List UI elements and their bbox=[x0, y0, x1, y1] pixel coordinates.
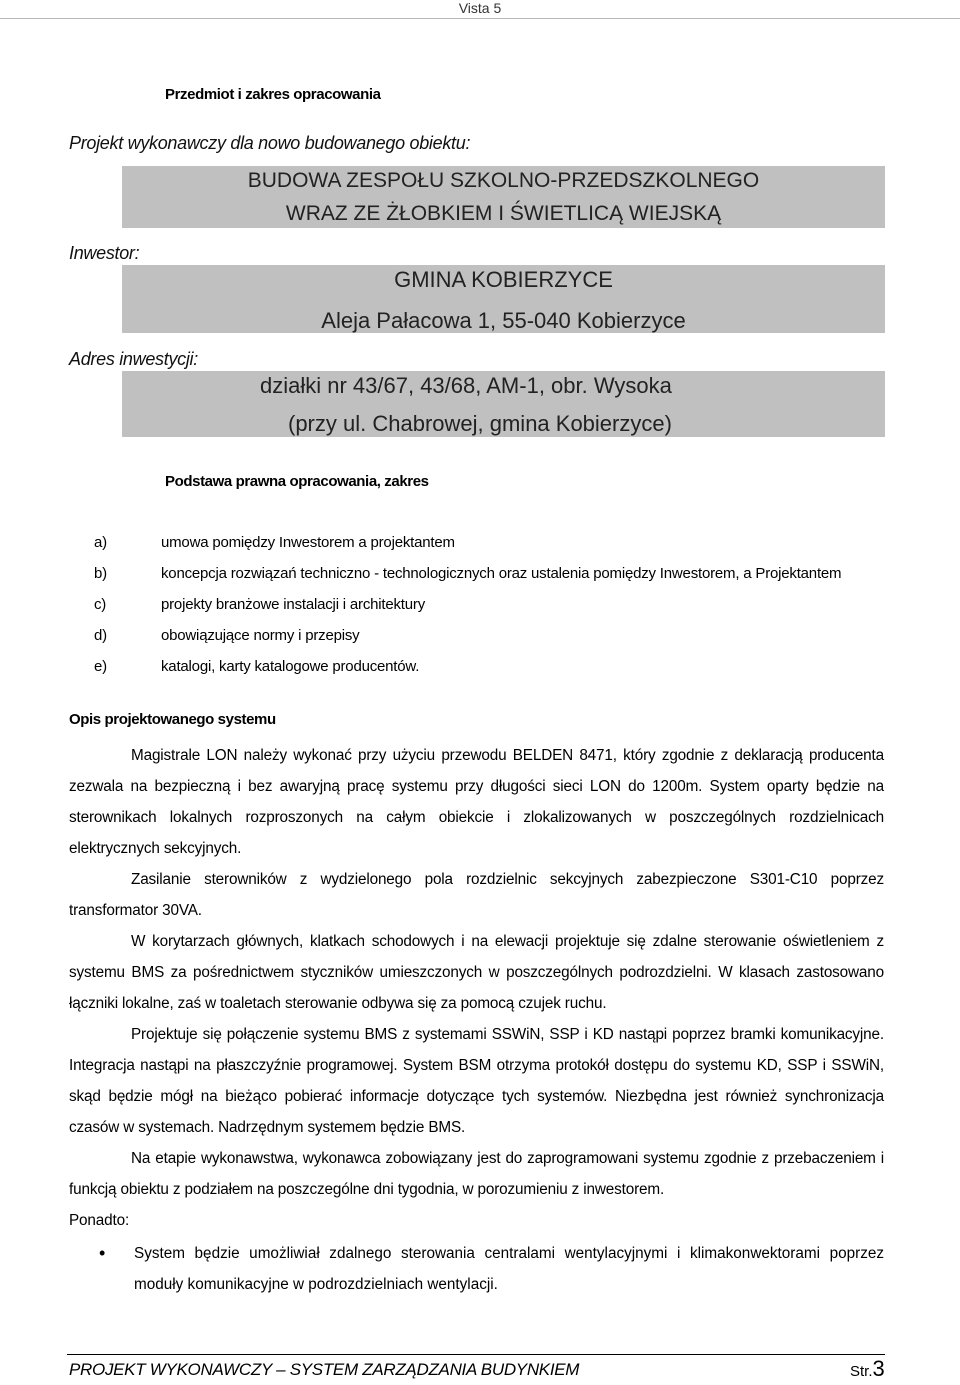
section-heading-subject: Przedmiot i zakres opracowania bbox=[165, 86, 381, 103]
list-item bbox=[94, 565, 914, 587]
footer-title: PROJEKT WYKONAWCZY – SYSTEM ZARZĄDZANIA BUDYNKIEM bbox=[69, 1360, 580, 1379]
project-name-line-2: WRAZ ZE ŻŁOBKIEM I ŚWIETLICĄ WIEJSKĄ bbox=[285, 202, 722, 225]
project-name-line-1: BUDOWA ZESPOŁU SZKOLNO-PRZEDSZKOLNEGO bbox=[247, 169, 760, 192]
list-text: koncepcja rozwiązań techniczno - technologicznych oraz ustalenia pomiędzy Inwestorem, a Projektantem bbox=[161, 565, 842, 582]
page-prefix: Str. bbox=[850, 1363, 873, 1380]
list-text: projekty branżowe instalacji i architektury bbox=[161, 596, 426, 613]
site-line-2: (przy ul. Chabrowej, gmina Kobierzyce) bbox=[288, 411, 672, 436]
list-text: katalogi, karty katalogowe producentów. bbox=[161, 658, 420, 675]
paragraph: W korytarzach głównych, klatkach schodowych i na elewacji projektuje się zdalne sterowanie oświetleniem z systemu BMS za pośrednictwem styczników umieszczonych w poszczególnych podrozdzielni. W klasach zastosowano łączniki lokalne, zaś w toaletach sterowanie odbywa się za pomocą czujek ruchu. bbox=[69, 933, 884, 1012]
list-text: umowa pomiędzy Inwestorem a projektantem bbox=[161, 534, 455, 551]
paragraph: Zasilanie sterowników z wydzielonego pola rozdzielnic sekcyjnych zabezpieczone S301-C10 poprzez transformator 30VA. bbox=[69, 871, 884, 919]
description-body bbox=[69, 740, 884, 1236]
list-item bbox=[94, 534, 914, 556]
bullet-icon: • bbox=[99, 1243, 106, 1263]
bullet-item bbox=[69, 1238, 884, 1302]
investor-box bbox=[122, 265, 885, 333]
footer-divider bbox=[67, 1354, 885, 1355]
section-heading-system-description: Opis projektowanego systemu bbox=[69, 711, 276, 728]
site-line-1: działki nr 43/67, 43/68, AM-1, obr. Wysoka bbox=[260, 373, 672, 398]
list-item bbox=[94, 596, 914, 618]
investor-address: Aleja Pałacowa 1, 55-040 Kobierzyce bbox=[321, 308, 686, 333]
paragraph: Projektuje się połączenie systemu BMS z systemami SSWiN, SSP i KD nastąpi poprzez bramki komunikacyjne. Integracja nastąpi na płaszczyźnie programowej. System BSM otrzyma protokół dostępu do systemu KD, SSP i SSWiN, skąd będzie mógł na bieżąco pobierać informacje dotyczące tych systemów. Niezbędna jest również synchronizacja czasów w systemach. Nadrzędnym systemem będzie BMS. bbox=[69, 1026, 884, 1136]
ponadto-label: Ponadto: bbox=[69, 1212, 130, 1229]
project-name-box bbox=[122, 166, 885, 228]
list-letter: a) bbox=[94, 534, 107, 551]
investor-name: GMINA KOBIERZYCE bbox=[394, 267, 613, 292]
document-tab-label bbox=[0, 0, 960, 19]
bullet-text: System będzie umożliwiał zdalnego sterowania centralami wentylacyjnymi i klimakonwektorami poprzez moduły komunikacyjne w podrozdzielniach wentylacji. bbox=[134, 1245, 884, 1293]
list-letter: d) bbox=[94, 627, 107, 644]
list-item bbox=[94, 658, 914, 680]
site-box bbox=[122, 371, 885, 437]
investor-label: Inwestor: bbox=[69, 243, 140, 263]
list-letter: b) bbox=[94, 565, 107, 582]
page-number-value: 3 bbox=[872, 1356, 885, 1381]
section-heading-legal-basis: Podstawa prawna opracowania, zakres bbox=[165, 473, 429, 490]
list-letter: c) bbox=[94, 596, 107, 613]
page-number bbox=[850, 1356, 885, 1382]
paragraph: Magistrale LON należy wykonać przy użyciu przewodu BELDEN 8471, który zgodnie z deklaracją producenta zezwala na bezpieczną i bez awaryjną pracę systemu przy długości sieci LON do 1200m. System oparty będzie na sterownikach lokalnych rozproszonych na całym obiekcie i zlokalizowanych w poszczególnych rozdzielnicach elektrycznych sekcyjnych. bbox=[69, 747, 884, 857]
paragraph: Na etapie wykonawstwa, wykonawca zobowiązany jest do zaprogramowani systemu zgodnie z przebaczeniem i funkcją obiektu z podziałem na poszczególne dni tygodnia, w porozumieniu z inwestorem. bbox=[69, 1150, 884, 1198]
project-intro: Projekt wykonawczy dla nowo budowanego obiektu: bbox=[69, 133, 471, 153]
list-text: obowiązujące normy i przepisy bbox=[161, 627, 360, 644]
site-label: Adres inwestycji: bbox=[69, 349, 198, 369]
tab-label-text: Vista 5 bbox=[458, 0, 502, 16]
list-item bbox=[94, 627, 914, 649]
list-letter: e) bbox=[94, 658, 107, 675]
